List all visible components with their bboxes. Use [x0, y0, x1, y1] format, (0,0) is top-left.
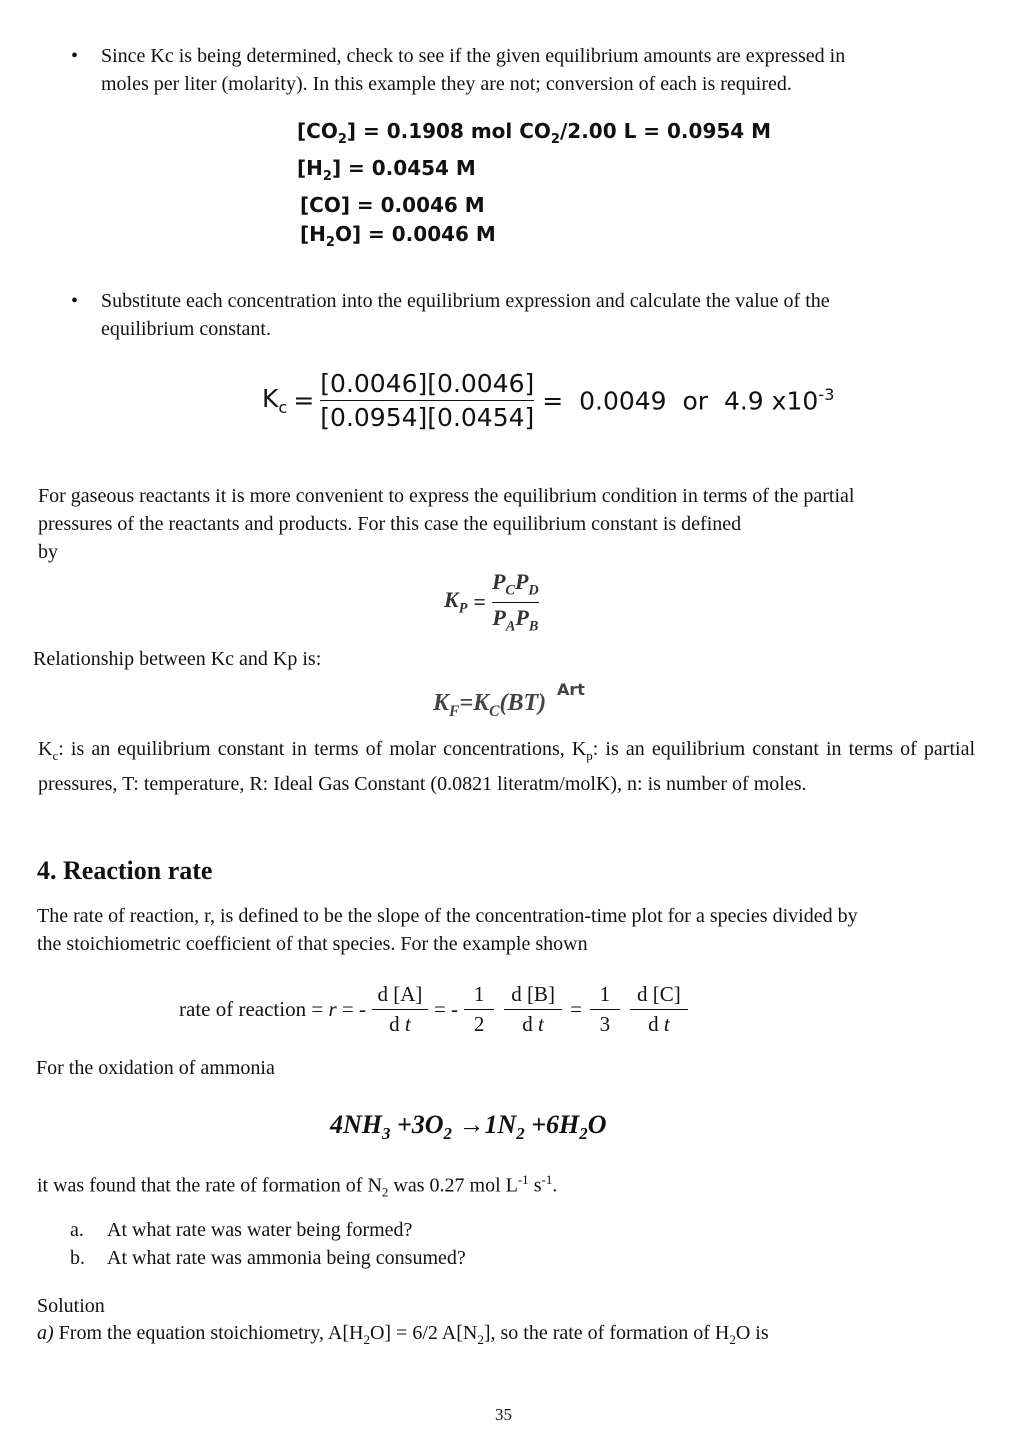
relationship-label: Relationship between Kc and Kp is:	[33, 648, 322, 670]
equals-minus: = -	[433, 996, 459, 1021]
kc-result: = 0.0049 or 4.9 $x10^{-3}$	[542, 384, 835, 416]
dA-fraction: $\frac{d [A]}{\text{d t}}$	[372, 982, 428, 1037]
bullet1-line2: moles per liter (molarity). In this example they are not; conversion of each is required.	[101, 73, 792, 95]
kp-denominator: $P_AP_B$	[492, 604, 539, 634]
rate-equation	[179, 974, 688, 1044]
h2-concentration: $[H_2] = 0.0454$ M	[297, 156, 476, 184]
rate-line1: The rate of reaction, r, is defined to be the slope of the concentration-time plot for a species divided by	[37, 905, 858, 927]
relation-exponent: Art	[557, 680, 585, 699]
kp-equation	[444, 571, 539, 633]
bullet1-text	[101, 42, 845, 98]
section-heading: 4. Reaction rate	[37, 856, 213, 885]
gaseous-line3: by	[38, 541, 58, 563]
kc-fraction	[320, 369, 534, 432]
solution-a-text: a) From the equation stoichiometry, $A[H_2O] = 6/2$ $A[N_2]$, so the rate of formation of $H_2O$ is	[37, 1322, 769, 1347]
kc-symbol: $K_c$	[262, 383, 288, 417]
bullet-marker: •	[71, 290, 79, 312]
bullet1-line1: Since Kc is being determined, check to see if the given equilibrium amounts are expressed in	[101, 45, 846, 67]
gaseous-line1: For gaseous reactants it is more convenient to express the equilibrium condition in terms of the partial	[38, 485, 855, 507]
fraction-bar	[492, 602, 539, 603]
dC-fraction: $\frac{d [C]}{\text{d t}}$	[630, 982, 688, 1037]
dB-fraction: $\frac{d [B]}{\text{d t}}$	[504, 982, 562, 1037]
rate-paragraph	[37, 902, 982, 958]
kc-denominator: [0.0954][0.0454]	[320, 402, 535, 432]
ammonia-label: For the oxidation of ammonia	[36, 1057, 275, 1079]
kp-symbol: $K_P$	[444, 586, 468, 617]
ammonia-equation: $4NH_3 +3O_2 \to 1N_2 +6H_2O$	[330, 1110, 607, 1144]
gaseous-paragraph	[38, 482, 978, 566]
equals-sign: =	[473, 589, 486, 614]
equals-sign: =	[293, 385, 315, 415]
co-concentration: [CO] = 0.0046 M	[300, 193, 485, 217]
kp-numerator: $P_CP_D$	[491, 569, 539, 599]
bullet2-text	[101, 287, 830, 343]
question-b: b. At what rate was ammonia being consumed?	[70, 1247, 466, 1269]
page-number: 35	[495, 1405, 512, 1424]
bullet-marker: •	[71, 45, 79, 67]
question-a: a. At what rate was water being formed?	[70, 1219, 413, 1241]
kc-equation	[262, 362, 834, 438]
rate-label: rate of reaction = r = -	[179, 996, 366, 1021]
fraction-bar	[320, 400, 534, 401]
co2-concentration: $[CO_2] = 0.1908$ mol $CO_2/2.00$ L = 0.0954 M	[297, 119, 772, 147]
equals-sign: =	[570, 996, 582, 1021]
kc-numerator: [0.0046][0.0046]	[320, 368, 535, 398]
half-fraction: $\frac{1}{2}$	[464, 982, 494, 1037]
rate-found-text: it was found that the rate of formation of $N_2$ was 0.27 mol $L^{-1}$ $s^{-1}$.	[37, 1172, 558, 1200]
h2o-concentration: $[H_2O] = 0.0046$ M	[300, 222, 496, 250]
third-fraction: $\frac{1}{3}$	[590, 982, 620, 1037]
gaseous-line2: pressures of the reactants and products. For this case the equilibrium constant is defined	[38, 513, 742, 535]
concentration-list	[297, 117, 771, 257]
solution-label: Solution	[37, 1295, 105, 1317]
bullet2-line2: equilibrium constant.	[101, 318, 271, 340]
bullet2-line1: Substitute each concentration into the equilibrium expression and calculate the value of the	[101, 290, 830, 312]
relation-equation: $K_F=K_C(BT)$	[433, 690, 547, 720]
definitions-paragraph: $K_c$: is an equilibrium constant in terms of molar concentrations, $K_p$: is an equilibrium constant in terms of partial pressures, T: temperature, R: Ideal Gas Constant (0.0821 literatm/molK), n: is number of moles.	[38, 738, 976, 795]
kp-fraction	[492, 569, 539, 635]
rate-line2: the stoichiometric coefficient of that species. For the example shown	[37, 933, 588, 955]
question-list	[70, 1216, 466, 1272]
